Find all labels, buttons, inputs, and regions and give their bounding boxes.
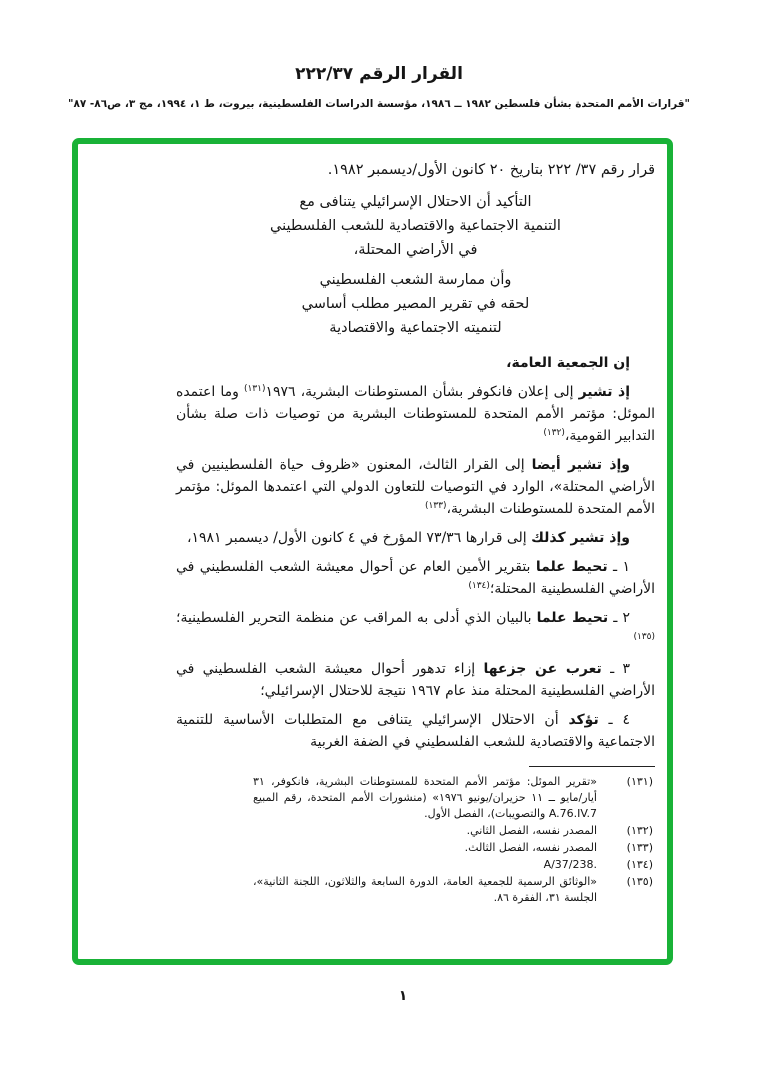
- text-segment: بالبيان الذي أدلى به المراقب عن منظمة التحرير الفلسطينية؛: [176, 610, 537, 626]
- resolution-subtitle-line: التنمية الاجتماعية والاقتصادية للشعب الفلسطيني: [270, 218, 561, 234]
- body-paragraph: [176, 527, 655, 549]
- footnote-separator: [529, 766, 655, 767]
- resolution-heading: قرار رقم ٣٧/ ٢٢٢ بتاريخ ٢٠ كانون الأول/ديسمبر ١٩٨٢.: [327, 162, 655, 178]
- footnote-marker: (١٣٢): [626, 824, 653, 837]
- resolution-highlight-box: [72, 138, 673, 965]
- footnote-reference: (١٣١): [243, 384, 266, 394]
- text-segment: بتقرير الأمين العام عن أحوال معيشة الشعب الفلسطيني في الأراضي الفلسطينية المحتلة؛: [176, 559, 655, 597]
- source-citation: "قرارات الأمم المتحدة بشأن فلسطين ١٩٨٢ ــ ١٩٨٦، مؤسسة الدراسات الفلسطينية، بيروت، ط ١، ١٩٩٤، مج ٣، ص٨٦- ٨٧": [67, 98, 691, 110]
- resolution-subtitle-line: لتنميته الاجتماعية والاقتصادية: [329, 320, 502, 336]
- footnote: [253, 857, 655, 873]
- text-segment: تحيط علما: [535, 559, 608, 575]
- footnote: [253, 840, 655, 856]
- text-segment: المصدر نفسه، الفصل الثالث.: [464, 841, 597, 854]
- text-segment: «الوثائق الرسمية للجمعية العامة، الدورة السابعة والثلاثون، اللجنة الثانية»، الجلسة ٣١، الفقرة ٨٦.: [253, 875, 597, 904]
- footnote: [253, 874, 655, 906]
- text-segment: تحيط علما: [536, 610, 609, 626]
- body-paragraph: [176, 607, 655, 651]
- page-number: ١: [398, 988, 408, 1004]
- text-segment: إلى إعلان فانكوفر بشأن المستوطنات البشرية، ١٩٧٦: [265, 384, 579, 400]
- footnote-marker: (١٣١): [626, 775, 653, 788]
- body-paragraph: [176, 381, 655, 447]
- footnote-reference: (١٣٣): [424, 501, 447, 511]
- text-segment: ٣ ـ: [601, 661, 630, 677]
- text-segment: إذ تشير: [578, 384, 630, 400]
- text-segment: A/37/238.: [543, 858, 597, 871]
- text-segment: ٢ ـ: [608, 610, 630, 626]
- text-segment: ١ ـ: [607, 559, 630, 575]
- text-segment: والتصويبات)، الفصل الأول.: [424, 807, 549, 820]
- text-segment: تؤكد: [568, 712, 599, 728]
- footnote: [253, 823, 655, 839]
- footnote-marker: (١٣٥): [626, 875, 653, 888]
- text-segment: A.76.IV.7: [548, 807, 597, 820]
- text-segment: وما اعتمده الموئل: مؤتمر الأمم المتحدة للمستوطنات البشرية من توصيات ذات صلة بشأن التدابير القومية،: [176, 384, 655, 444]
- document-title: القرار الرقم ٢٢٢/٣٧: [295, 64, 463, 84]
- body-paragraph: [176, 556, 655, 600]
- text-segment: إلى قرارها ٧٣/٣٦ المؤرخ في ٤ كانون الأول/ ديسمبر ١٩٨١،: [186, 530, 532, 546]
- text-segment: وإذ تشير كذلك: [531, 530, 630, 546]
- body-paragraph: [176, 658, 655, 702]
- footnote-marker: (١٣٤): [626, 858, 653, 871]
- footnotes-block: [253, 774, 655, 906]
- footnote: [253, 774, 655, 822]
- footnote-marker: (١٣٣): [626, 841, 653, 854]
- text-segment: إزاء تدهور أحوال معيشة الشعب الفلسطيني في الأراضي الفلسطينية المحتلة منذ عام ١٩٦٧ نتيجة للاحتلال الإسرائيلي؛: [176, 661, 655, 699]
- resolution-subtitle-block: [176, 190, 655, 340]
- footnote-reference: (١٣٢): [543, 428, 565, 438]
- text-segment: «تقرير الموئل: مؤتمر الأمم المتحدة للمستوطنات البشرية، فانكوفر، ٣١ أيار/مايو ــ ١١ حزيران/يونيو ١٩٧٦» (منشورات الأمم المتحدة، رقم المبيع: [253, 775, 597, 804]
- preamble-opening: إن الجمعية العامة،: [506, 355, 630, 371]
- footnote-reference: (١٣٤): [468, 581, 490, 591]
- resolution-subtitle-line: في الأراضي المحتلة،: [353, 242, 478, 258]
- text-segment: وإذ تشير أيضا: [531, 457, 631, 473]
- resolution-subtitle-line: وأن ممارسة الشعب الفلسطيني: [319, 272, 512, 288]
- body-paragraph: [176, 454, 655, 520]
- text-segment: أن الاحتلال الإسرائيلي يتنافى مع المتطلبات الأساسية للتنمية الاجتماعية والاقتصادية للشعب الفلسطيني في الضفة الغربية: [176, 712, 655, 750]
- text-segment: تعرب عن جزعها: [483, 661, 602, 677]
- body-paragraph: [176, 709, 655, 753]
- resolution-subtitle-line: التأكيد أن الاحتلال الإسرائيلي يتنافى مع: [299, 194, 532, 210]
- text-segment: ٤ ـ: [598, 712, 630, 728]
- text-segment: المصدر نفسه، الفصل الثاني.: [466, 824, 597, 837]
- text-segment: إلى القرار الثالث، المعنون «ظروف حياة الفلسطينيين في الأراضي المحتلة»، الوارد في التوصيات للتعاون الدولي التي اعتمدها الموئل: مؤتمر الأمم المتحدة للمستوطنات البشرية،: [176, 457, 655, 517]
- resolution-body: [176, 381, 655, 753]
- footnote-reference: (١٣٥): [633, 632, 655, 642]
- resolution-subtitle-line: لحقه في تقرير المصير مطلب أساسي: [301, 296, 530, 312]
